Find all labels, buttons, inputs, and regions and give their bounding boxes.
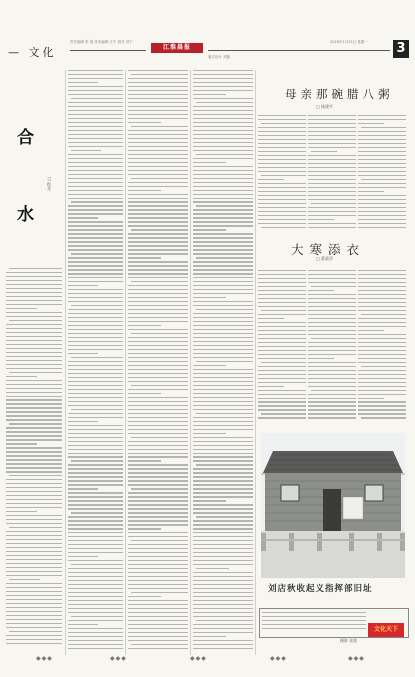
left-title-char-1: 合 <box>17 128 34 148</box>
column-separator <box>190 70 191 655</box>
text-column <box>128 70 188 655</box>
header-rule-right <box>208 50 390 51</box>
text-column <box>308 270 356 425</box>
header-design: 版式设计 刘磊 <box>208 55 231 59</box>
header-editors: 责任编辑 张 弛 美术编辑 江中 校对 刘宁 <box>70 40 133 44</box>
text-column <box>193 70 253 655</box>
page-number: 3 <box>393 40 409 58</box>
photo-signature: 摄影 张凯 <box>340 638 358 643</box>
article-cold-byline: □ 葛爱萍 <box>316 256 334 261</box>
column-separator <box>125 70 126 655</box>
column-stamp: 文化天下 <box>368 623 404 637</box>
photo-caption: 刘店秋收起义指挥部旧址 <box>268 584 373 594</box>
text-column <box>68 70 123 655</box>
footer-ornament-2: ◆◆◆ <box>110 655 127 662</box>
text-column <box>262 612 366 634</box>
text-column <box>358 270 406 425</box>
masthead-logo: 江淮晨报 <box>151 43 203 53</box>
building-illustration <box>261 433 405 578</box>
footer-ornament-1: ◆◆◆ <box>36 655 53 662</box>
historic-building-photo <box>261 433 405 578</box>
footer-ornament-3: ◆◆◆ <box>190 655 207 662</box>
article-porridge-byline: □ 杨建平 <box>316 104 334 109</box>
left-title-char-2: 水 <box>17 205 34 225</box>
text-column <box>308 115 356 233</box>
article-porridge-title: 母亲那碗腊八粥 <box>285 87 394 101</box>
text-column <box>358 115 406 233</box>
column-separator <box>65 70 66 655</box>
footer-ornament-4: ◆◆◆ <box>270 655 287 662</box>
text-column <box>258 270 306 425</box>
left-byline: □ 程光 <box>47 176 52 191</box>
text-column <box>258 115 306 233</box>
article-cold-title: 大寒添衣 <box>291 242 366 257</box>
section-label: — 文化 <box>8 46 57 59</box>
text-column <box>6 268 62 648</box>
footer-ornament-5: ◆◆◆ <box>348 655 365 662</box>
header-date: 2016年1月25日 星期一 <box>330 40 368 44</box>
column-separator <box>255 70 256 655</box>
header-rule-left <box>70 50 146 51</box>
